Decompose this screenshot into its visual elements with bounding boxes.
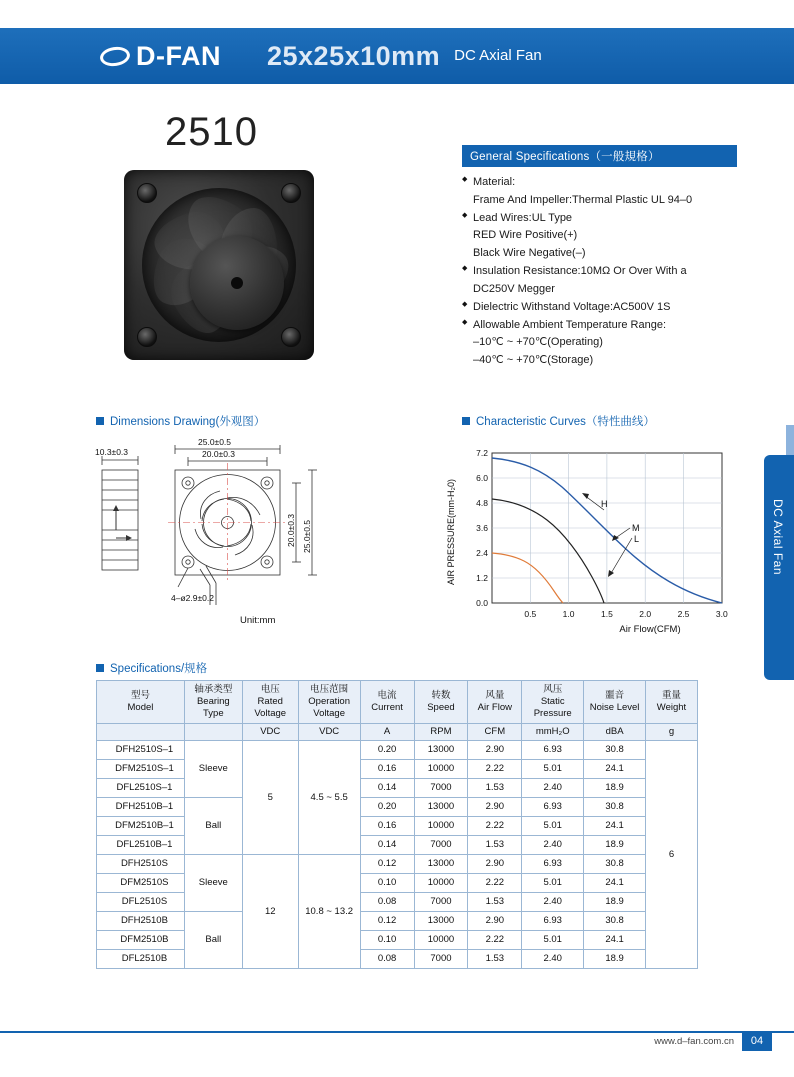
cell-speed: 7000 [414, 949, 468, 968]
cell-airflow: 2.22 [468, 930, 522, 949]
specifications-table [96, 680, 698, 969]
cell-pressure: 6.93 [522, 854, 584, 873]
cell-model: DFH2510S–1 [97, 740, 185, 759]
cell-speed: 10000 [414, 873, 468, 892]
cell-current: 0.16 [360, 816, 414, 835]
cell-noise: 30.8 [584, 740, 646, 759]
spec-item: ◆ Insulation Resistance:10MΩ Or Over With a [462, 263, 737, 281]
cell-airflow: 2.90 [468, 854, 522, 873]
general-specifications-title: General Specifications（一般規格） [462, 145, 737, 167]
dim-width-inner: 20.0±0.3 [202, 449, 236, 459]
cell-noise: 18.9 [584, 949, 646, 968]
page-number: 04 [742, 1032, 772, 1051]
xtick: 2.5 [677, 609, 690, 619]
table-row [97, 911, 698, 930]
cell-model: DFM2510S–1 [97, 759, 185, 778]
ytick: 0.0 [476, 598, 488, 608]
table-unit-row [97, 723, 698, 740]
cell-speed: 7000 [414, 778, 468, 797]
brand-name: D-FAN [136, 40, 221, 71]
cell-airflow: 2.22 [468, 873, 522, 892]
cell-airflow: 1.53 [468, 949, 522, 968]
cell-speed: 13000 [414, 854, 468, 873]
table-body [97, 740, 698, 968]
cell-speed: 10000 [414, 816, 468, 835]
section-heading-dimensions-label: Dimensions Drawing(外观图） [110, 416, 266, 428]
legend-H: H [601, 499, 608, 509]
cell-bearing: Ball [184, 911, 242, 968]
cell-speed: 13000 [414, 911, 468, 930]
square-bullet-icon [96, 664, 104, 672]
cell-airflow: 2.90 [468, 740, 522, 759]
cell-noise: 24.1 [584, 816, 646, 835]
product-size: 25x25x10mm [267, 40, 441, 71]
th-static-pressure: 风压 Static Pressure [522, 681, 584, 724]
spec-item: –10℃ ~ +70℃(Operating) [473, 336, 603, 349]
unit-operation-voltage: VDC [298, 723, 360, 740]
section-heading-curves-label: Characteristic Curves（特性曲线） [476, 416, 655, 428]
cell-noise: 30.8 [584, 797, 646, 816]
general-specifications-list [462, 174, 737, 370]
cell-bearing: Sleeve [184, 740, 242, 797]
unit-weight: g [646, 723, 698, 740]
xtick: 1.0 [562, 609, 575, 619]
ytick: 6.0 [476, 473, 488, 483]
th-airflow: 风量 Air Flow [468, 681, 522, 724]
curve-svg [432, 435, 752, 660]
top-margin [0, 0, 794, 28]
th-rated-voltage: 电压 Rated Voltage [242, 681, 298, 724]
dim-height-inner: 20.0±0.3 [286, 513, 296, 547]
cell-current: 0.08 [360, 892, 414, 911]
cell-pressure: 5.01 [522, 930, 584, 949]
cell-current: 0.10 [360, 873, 414, 892]
legend-L: L [634, 534, 640, 544]
unit-noise: dBA [584, 723, 646, 740]
unit-rated-voltage: VDC [242, 723, 298, 740]
cell-noise: 18.9 [584, 778, 646, 797]
th-model: 型号 Model [97, 681, 185, 724]
mounting-hole [137, 327, 157, 347]
cell-pressure: 5.01 [522, 816, 584, 835]
cell-current: 0.20 [360, 740, 414, 759]
cell-pressure: 5.01 [522, 873, 584, 892]
ellipse-icon [99, 45, 131, 68]
cell-speed: 13000 [414, 740, 468, 759]
legend-M: M [632, 523, 640, 533]
fan-product-photo [124, 170, 314, 360]
xtick: 3.0 [715, 609, 728, 619]
specifications-table-wrap [96, 680, 698, 969]
side-tab-accent [786, 425, 794, 455]
cell-pressure: 6.93 [522, 797, 584, 816]
xtick: 1.5 [600, 609, 613, 619]
cell-model: DFM2510B–1 [97, 816, 185, 835]
spec-item: Frame And Impeller:Thermal Plastic UL 94–0 [473, 193, 693, 206]
cell-speed: 10000 [414, 759, 468, 778]
cell-speed: 7000 [414, 892, 468, 911]
y-axis-label: AIR PRESSURE(mm-H₂0) [446, 478, 456, 585]
ytick: 3.6 [476, 523, 488, 533]
side-tab-label: DC Axial Fan [771, 499, 785, 576]
spec-item: ◆ Material: [462, 174, 737, 192]
cell-current: 0.20 [360, 797, 414, 816]
table-header-row [97, 681, 698, 724]
table-row [97, 797, 698, 816]
cell-model: DFH2510S [97, 854, 185, 873]
dim-height-outer: 25.0±0.5 [302, 519, 312, 553]
section-heading-specifications-label: Specifications/规格 [110, 663, 208, 675]
ytick: 2.4 [476, 548, 488, 558]
th-current: 电流 Current [360, 681, 414, 724]
fan-rotor-area [142, 188, 296, 342]
general-specifications [462, 145, 737, 370]
spec-item: –40℃ ~ +70℃(Storage) [473, 354, 594, 367]
cell-rated-voltage: 12 [242, 854, 298, 968]
dim-thickness: 10.3±0.3 [95, 447, 129, 457]
table-row [97, 740, 698, 759]
cell-rated-voltage: 5 [242, 740, 298, 854]
table-row [97, 854, 698, 873]
dim-unit: Unit:mm [240, 615, 276, 626]
spec-item: ◆ Lead Wires:UL Type [462, 210, 737, 228]
cell-noise: 24.1 [584, 930, 646, 949]
cell-current: 0.12 [360, 854, 414, 873]
page-header [0, 28, 794, 84]
cell-pressure: 6.93 [522, 911, 584, 930]
cell-current: 0.08 [360, 949, 414, 968]
th-speed: 转数 Speed [414, 681, 468, 724]
cell-airflow: 2.90 [468, 797, 522, 816]
mounting-hole [281, 327, 301, 347]
cell-airflow: 2.22 [468, 816, 522, 835]
square-bullet-icon [462, 417, 470, 425]
dimensions-drawing [90, 435, 440, 650]
page-title: 2510 [165, 110, 258, 154]
cell-pressure: 6.93 [522, 740, 584, 759]
cell-operation-voltage: 4.5 ~ 5.5 [298, 740, 360, 854]
spec-item: ◆ Dielectric Withstand Voltage:AC500V 1S [462, 299, 737, 317]
unit-airflow: CFM [468, 723, 522, 740]
fan-hub [190, 236, 284, 330]
cell-current: 0.10 [360, 930, 414, 949]
cell-noise: 30.8 [584, 911, 646, 930]
cell-pressure: 2.40 [522, 892, 584, 911]
unit-current: A [360, 723, 414, 740]
cell-model: DFM2510B [97, 930, 185, 949]
cell-model: DFL2510S [97, 892, 185, 911]
xtick: 0.5 [524, 609, 537, 619]
brand-logo [100, 41, 221, 72]
unit-static-pressure: mmH₂O [522, 723, 584, 740]
section-heading-curves [462, 413, 655, 429]
product-type: DC Axial Fan [454, 46, 542, 64]
spec-item: ◆ Allowable Ambient Temperature Range: [462, 317, 737, 335]
cell-noise: 24.1 [584, 873, 646, 892]
th-weight: 重量 Weight [646, 681, 698, 724]
ytick: 7.2 [476, 448, 488, 458]
cell-speed: 10000 [414, 930, 468, 949]
ytick: 1.2 [476, 573, 488, 583]
cell-current: 0.16 [360, 759, 414, 778]
cell-model: DFH2510B–1 [97, 797, 185, 816]
spec-item: RED Wire Positive(+) [473, 229, 578, 242]
cell-pressure: 2.40 [522, 835, 584, 854]
cell-pressure: 2.40 [522, 778, 584, 797]
cell-bearing: Ball [184, 797, 242, 854]
cell-current: 0.14 [360, 835, 414, 854]
ytick: 4.8 [476, 498, 488, 508]
cell-airflow: 2.90 [468, 911, 522, 930]
cell-model: DFL2510B–1 [97, 835, 185, 854]
cell-model: DFH2510B [97, 911, 185, 930]
cell-airflow: 1.53 [468, 892, 522, 911]
xtick: 2.0 [639, 609, 652, 619]
cell-noise: 30.8 [584, 854, 646, 873]
cell-pressure: 2.40 [522, 949, 584, 968]
square-bullet-icon [96, 417, 104, 425]
cell-speed: 13000 [414, 797, 468, 816]
cell-airflow: 2.22 [468, 759, 522, 778]
cell-airflow: 1.53 [468, 778, 522, 797]
cell-model: DFL2510S–1 [97, 778, 185, 797]
cell-model: DFL2510B [97, 949, 185, 968]
footer-url: www.d–fan.com.cn [654, 1036, 734, 1047]
th-noise: 噩音 Noise Level [584, 681, 646, 724]
section-heading-dimensions [96, 413, 265, 429]
dim-width-outer: 25.0±0.5 [198, 437, 232, 447]
cell-bearing: Sleeve [184, 854, 242, 911]
spec-item: Black Wire Negative(–) [473, 247, 586, 260]
th-bearing: 轴承类型 Bearing Type [184, 681, 242, 724]
th-operation-voltage: 电压范围 Operation Voltage [298, 681, 360, 724]
cell-airflow: 1.53 [468, 835, 522, 854]
cell-noise: 24.1 [584, 759, 646, 778]
cell-operation-voltage: 10.8 ~ 13.2 [298, 854, 360, 968]
characteristic-curve-chart [432, 435, 752, 660]
cell-noise: 18.9 [584, 892, 646, 911]
cell-model: DFM2510S [97, 873, 185, 892]
mounting-hole [281, 183, 301, 203]
cell-speed: 7000 [414, 835, 468, 854]
spec-item: DC250V Megger [473, 282, 555, 295]
bottom-margin [0, 1053, 794, 1077]
cell-pressure: 5.01 [522, 759, 584, 778]
cell-noise: 18.9 [584, 835, 646, 854]
cell-weight: 6 [646, 740, 698, 968]
fan-hub-center [231, 277, 243, 289]
side-tab [764, 455, 794, 680]
dimensions-svg [90, 435, 440, 650]
unit-model [97, 723, 185, 740]
mounting-hole [137, 183, 157, 203]
dim-hole: 4–ø2.9±0.2 [171, 593, 214, 603]
x-axis-label: Air Flow(CFM) [619, 624, 681, 635]
unit-bearing [184, 723, 242, 740]
unit-speed: RPM [414, 723, 468, 740]
cell-current: 0.12 [360, 911, 414, 930]
section-heading-specifications [96, 660, 207, 676]
cell-current: 0.14 [360, 778, 414, 797]
